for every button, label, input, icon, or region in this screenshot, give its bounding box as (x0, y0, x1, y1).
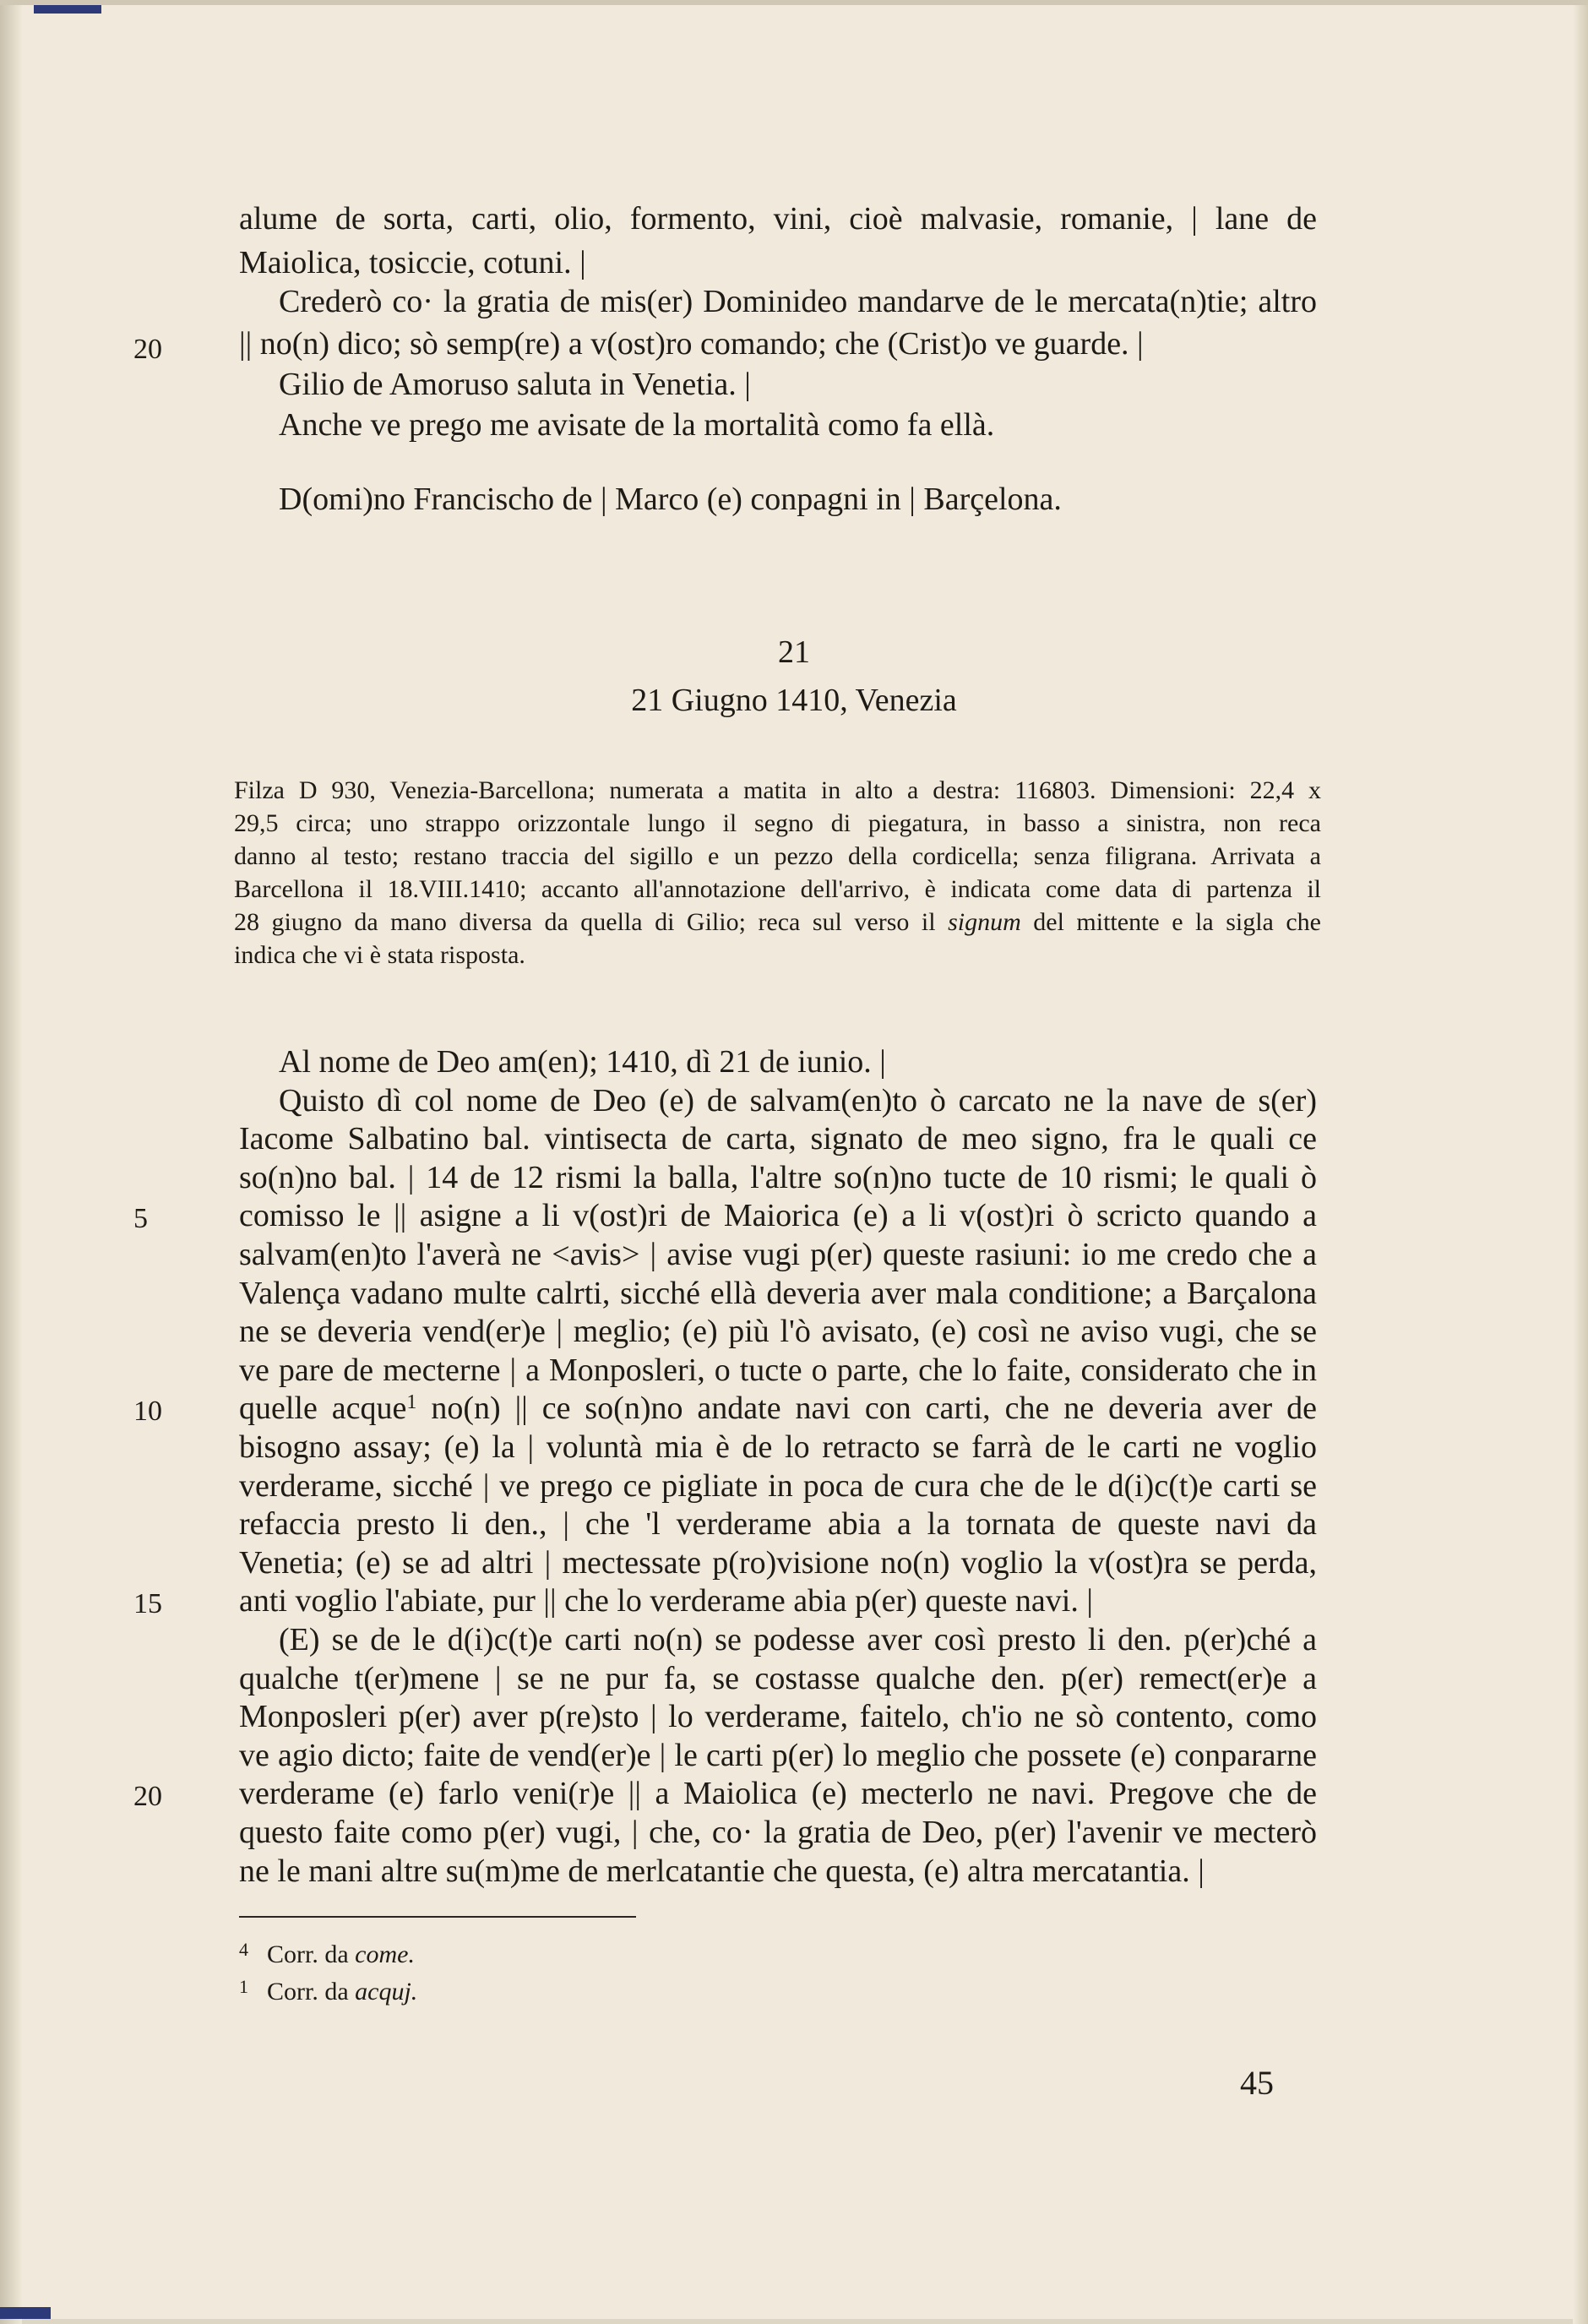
body-line (239, 1659, 1317, 1698)
text-line: Maiolica, tosiccie, cotuni. | (239, 245, 586, 280)
footnote-term: come. (355, 1940, 415, 1968)
body-line (239, 1774, 1317, 1813)
letter-number: 21 (778, 634, 810, 670)
text-line: Crederò co· la gratia de mis(er) Dominideo mandarve de le mercata(n)tie; altro (279, 284, 1317, 319)
body-text: salvam(en)to l'averà ne <avis> | avise vugi p(er) queste rasiuni: io me credo che a (239, 1237, 1317, 1272)
body-line (239, 1312, 1317, 1351)
footnote-mark: 4 (239, 1939, 248, 1960)
description-line: Filza D 930, Venezia-Barcellona; numerata a matita in alto a destra: 116803. Dimensioni: 22,4 x (234, 776, 1321, 804)
body-line (239, 1428, 1317, 1467)
signum-term: signum (948, 908, 1021, 936)
body-text: no(n) || ce so(n)no andate navi con carti, che ne deveria aver de (416, 1391, 1317, 1426)
body-text: Venetia; (e) se ad altri | mectessate p(ro)visione no(n) voglio la v(ost)ra se perda, (239, 1545, 1317, 1581)
text-line: || no(n) dico; sò semp(re) a v(ost)ro comando; che (Crist)o ve guarde. | (239, 326, 1144, 362)
line-number: 15 (133, 1588, 162, 1619)
body-text: bisogno assay; (e) la | voluntà mia è de lo retracto se farrà de le carti ne voglio (239, 1429, 1317, 1465)
body-text: ve agio dicto; faite de vend(er)e | le carti p(er) lo meglio che possete (e) conpararne (239, 1738, 1317, 1773)
text-line: Gilio de Amoruso saluta in Venetia. | (279, 367, 751, 402)
body-line (239, 1119, 1317, 1158)
body-line (239, 1235, 1317, 1274)
description-text: del mittente e la sigla che (1020, 908, 1321, 936)
description-line: Barcellona il 18.VIII.1410; accanto all'annotazione dell'arrivo, è indicata come data di partenza il (234, 875, 1321, 903)
footnote-label: Corr. da (267, 1940, 356, 1968)
body-line (279, 1620, 1317, 1659)
body-line (239, 1813, 1317, 1852)
footnote-reference: 1 (406, 1391, 417, 1413)
footnote-term: acquj. (355, 1978, 418, 2006)
body-text: so(n)no bal. | 14 de 12 rismi la balla, l'altre so(n)no tucte de 10 rismi; le quali ò (239, 1160, 1317, 1195)
body-text: questo faite como p(er) vugi, | che, co· la gratia de Deo, p(er) l'avenir ve mecterò (239, 1815, 1317, 1850)
body-text: verderame (e) farlo veni(r)e || a Maiolica (e) mecterlo ne navi. Pregove che de (239, 1776, 1317, 1811)
body-line (239, 1467, 1317, 1505)
body-text: Iacome Salbatino bal. vintisecta de carta, signato de meo signo, fra le quali ce (239, 1121, 1317, 1157)
body-text: anti voglio l'abiate, pur || che lo verderame abia p(er) queste navi. | (239, 1583, 1093, 1619)
text-line: Anche ve prego me avisate de la mortalità como fa ellà. (279, 407, 995, 443)
line-number: 10 (133, 1396, 162, 1427)
bookmark-ribbon-bottom (0, 2307, 51, 2319)
body-line (239, 1274, 1317, 1313)
body-text: Quisto dì col nome de Deo (e) de salvam(en)to ò carcato ne la nave de s(er) (279, 1083, 1317, 1118)
body-line (239, 1543, 1317, 1582)
body-text: ne le mani altre su(m)me de merlcatantie che questa, (e) altra mercatantia. | (239, 1853, 1205, 1889)
letter-date: 21 Giugno 1410, Venezia (631, 683, 957, 718)
line-number: 20 (133, 1781, 162, 1812)
body-text: comisso le || asigne a li v(ost)ri de Maiorica (e) a li v(ost)ri ò scricto quando a (239, 1198, 1317, 1233)
body-text: Al nome de Deo am(en); 1410, dì 21 de iunio. | (279, 1044, 886, 1080)
line-number: 5 (133, 1203, 148, 1234)
body-text: refaccia presto li den., | che 'l verderame abia a la tornata de queste navi da (239, 1506, 1317, 1542)
footnote (239, 1940, 415, 1972)
body-text: ve pare de mecterne | a Monposleri, o tucte o parte, che lo faite, considerato che in (239, 1352, 1317, 1388)
body-line (279, 1042, 886, 1081)
body-line (239, 1196, 1317, 1235)
body-line (239, 1351, 1317, 1390)
body-line (239, 1505, 1317, 1543)
address-line: D(omi)no Francischo de | Marco (e) conpagni in | Barçelona. (279, 482, 1062, 517)
description-line: 29,5 circa; uno strappo orizzontale lungo il segno di piegatura, in basso a sinistra, non reca (234, 809, 1321, 837)
line-number: 20 (133, 334, 162, 365)
description-line: indica che vi è stata risposta. (234, 941, 525, 969)
footnote-rule (239, 1916, 636, 1918)
description-line (234, 906, 1321, 939)
text-line: alume de sorta, carti, olio, formento, vini, cioè malvasie, romanie, | lane de (239, 201, 1317, 237)
body-text: (E) se de le d(i)c(t)e carti no(n) se podesse aver così presto li den. p(er)ché a (279, 1622, 1317, 1657)
body-line (239, 1389, 1317, 1432)
body-line (239, 1581, 1093, 1620)
body-line (239, 1158, 1317, 1197)
bookmark-ribbon (34, 5, 101, 14)
description-line: danno al testo; restano traccia del sigillo e un pezzo della cordicella; senza filigrana. Arrivata a (234, 842, 1321, 870)
body-line (239, 1852, 1205, 1891)
body-text: ne se deveria vend(er)e | meglio; (e) più l'ò avisato, (e) così ne aviso vugi, che se (239, 1314, 1317, 1349)
body-text: verderame, sicché | ve prego ce pigliate in poca de cura che de le d(i)c(t)e carti se (239, 1468, 1317, 1504)
body-text: Monposleri p(er) aver p(re)sto | lo verderame, faitelo, ch'io ne sò contento, como (239, 1699, 1317, 1734)
page-edge (1573, 5, 1588, 2324)
body-text: qualche t(er)mene | se ne pur fa, se costasse qualche den. p(er) remect(er)e a (239, 1661, 1317, 1696)
body-text: Valença vadano multe calrti, sicché ellà deveria aver mala conditione; a Barçalona (239, 1276, 1317, 1311)
description-text: 28 giugno da mano diversa da quella di Gilio; reca sul verso il (234, 908, 949, 936)
body-line (239, 1697, 1317, 1736)
body-line (279, 1081, 1317, 1120)
footnote (239, 1977, 417, 2009)
page-number: 45 (1240, 2064, 1274, 2102)
spine-shadow (0, 5, 22, 2324)
body-text: quelle acque (239, 1391, 407, 1426)
footnote-label: Corr. da (267, 1978, 356, 2006)
footnote-mark: 1 (239, 1976, 248, 1997)
body-line (239, 1736, 1317, 1775)
